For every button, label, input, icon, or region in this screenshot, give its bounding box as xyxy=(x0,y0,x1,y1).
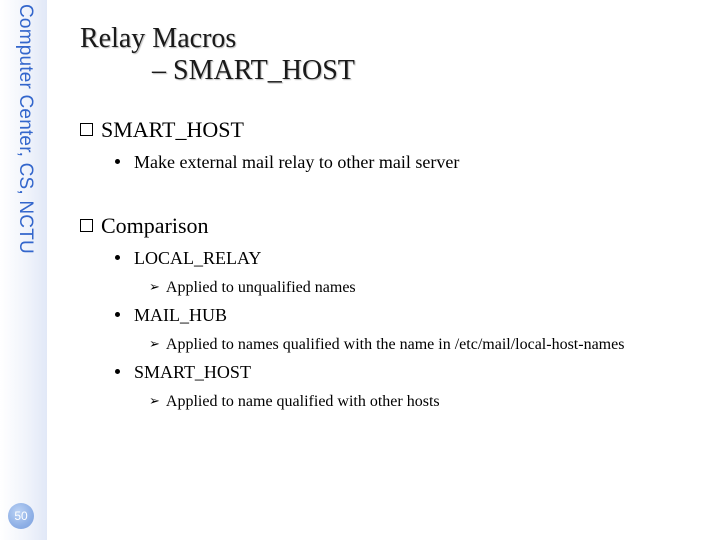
sub-list-item-text: Applied to names qualified with the name in /etc/mail/local-host-names xyxy=(165,336,625,353)
sidebar xyxy=(0,0,47,540)
slide-title xyxy=(80,22,355,88)
page-number: 50 xyxy=(14,509,28,523)
list-item-text: LOCAL_RELAY xyxy=(134,248,262,268)
round-dot-icon xyxy=(115,159,120,164)
sub-list-item-text: Applied to unqualified names xyxy=(165,279,356,296)
sub-list-item-text: Applied to name qualified with other hosts xyxy=(165,393,440,410)
hollow-square-icon xyxy=(80,123,93,136)
title-line-2: – SMART_HOST xyxy=(152,55,355,86)
sidebar-label: Computer Center, CS, NCTU xyxy=(15,4,36,254)
section-heading-text: SMART_HOST xyxy=(101,117,244,142)
title-line-1: Relay Macros xyxy=(80,23,237,54)
section-heading-comparison xyxy=(80,213,209,239)
arrowhead-icon: ➢ xyxy=(149,279,160,294)
list-item-text: Make external mail relay to other mail server xyxy=(134,152,460,172)
arrowhead-icon: ➢ xyxy=(149,393,160,408)
sidebar-label-container xyxy=(0,0,47,300)
section-heading-text: Comparison xyxy=(101,213,209,238)
list-item-text: MAIL_HUB xyxy=(134,305,227,325)
round-dot-icon xyxy=(115,369,120,374)
page-number-badge xyxy=(8,503,34,529)
section-heading-smart-host xyxy=(80,117,244,143)
list-item xyxy=(115,151,459,173)
list-item xyxy=(115,304,227,326)
list-item xyxy=(115,247,261,269)
sub-list-item xyxy=(149,277,356,298)
sub-list-item xyxy=(149,334,624,355)
hollow-square-icon xyxy=(80,219,93,232)
round-dot-icon xyxy=(115,255,120,260)
list-item-text: SMART_HOST xyxy=(134,362,251,382)
list-item xyxy=(115,361,251,383)
sub-list-item xyxy=(149,391,440,412)
round-dot-icon xyxy=(115,312,120,317)
arrowhead-icon: ➢ xyxy=(149,336,160,351)
